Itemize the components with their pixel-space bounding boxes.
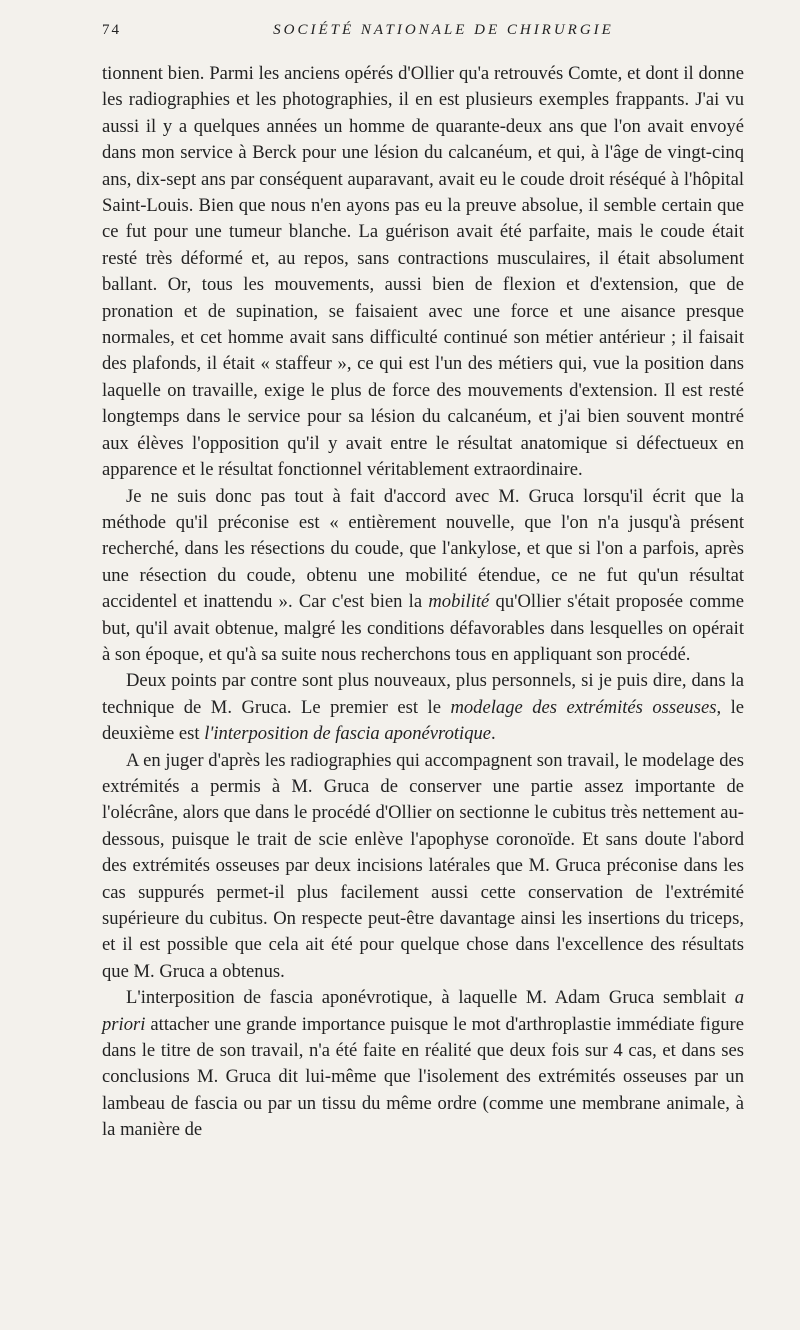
- italic-run: l'interposition de fascia aponévrotique: [204, 723, 492, 745]
- text-run: tionnent bien. Parmi les anciens opérés d'Ollier qu'a retrouvés Comte, et dont il donne les radiographies et les photographies, il en est plusieurs exemples frappants. J'ai vu aussi il y a quelques années un homme de quarante-deux ans que l'on avait envoyé dans mon service à Berck pour une lésion du calcanéum, et qui, à l'âge de vingt-cinq ans, dix-sept ans par conséquent auparavant, avait eu le coude droit réséqué à l'hôpital Saint-Louis. Bien que nous n'en ayons pas eu la preuve absolue, il semble certain que ce fut pour une tumeur blanche. La guérison avait été parfaite, mais le coude était resté très déformé et, au repos, sans contractions musculaires, il était absolument ballant. Or, tous les mouvements, aussi bien de flexion et d'extension, que de pronation et de supination, se faisaient avec une force et une aisance presque normales, et cet homme avait sans difficulté continué son métier antérieur ; il faisait des plafonds, il était « staffeur », ce qui est l'un des métiers qui, vue la position dans laquelle on travaille, exige le plus de force des mouvements d'extension. Il est resté longtemps dans le service pour sa lésion du calcanéum, et j'ai bien souvent montré aux élèves l'opposition qu'il y avait entre le résultat anatomique si défectueux en apparence et le résultat fonctionnel véritablement extraordinaire.: [102, 63, 744, 481]
- text-run: Je ne suis donc pas tout à fait d'accord avec M. Gruca lorsqu'il écrit que la méthode qu'il préconise est « entièrement nouvelle, que l'on n'a jusqu'à présent recherché, dans les résections du coude, que l'ankylose, et que si l'on a parfois, après une résection du coude, obtenu une mobilité étendue, ce ne fut qu'un résultat accidentel et inattendu ». Car c'est bien la: [102, 485, 744, 613]
- text-run: qu'Ollier s'était proposée comme but, qu'il avait obtenue, malgré les conditions défavorables dans lesquelles on opérait à son époque, et qu'à sa suite nous recherchons tous en appliquant son procédé.: [102, 591, 744, 665]
- running-title: SOCIÉTÉ NATIONALE DE CHIRURGIE: [273, 22, 614, 38]
- paragraph: [102, 985, 744, 1143]
- page-number: 74: [102, 22, 121, 38]
- text-run: Deux points par contre sont plus nouveaux, plus personnels, si je puis dire, dans la technique de M. Gruca. Le premier est le: [102, 670, 744, 718]
- paragraph: [102, 748, 744, 986]
- text-run: attacher une grande importance puisque le mot d'arthroplastie immédiate figure dans le titre de son travail, n'a été faite en réalité que deux fois sur 4 cas, et dans ses conclusions M. Gruca dit lui-même que l'isolement des extrémités osseuses par un lambeau de fascia ou par un tissu du même ordre (comme une membrane animale, à la manière de: [102, 1013, 744, 1141]
- page-header: [102, 22, 745, 46]
- italic-run: modelage des extrémités osseuses: [450, 696, 717, 718]
- text-run: , le deuxième est: [102, 696, 744, 745]
- italic-run: a priori: [102, 987, 744, 1035]
- paragraph: [102, 484, 744, 669]
- text-run: A en juger d'après les radiographies qui accompagnent son travail, le modelage des extrémités a permis à M. Gruca de conserver une partie assez importante de l'olécrâne, alors que dans le procédé d'Ollier on sectionne le cubitus très nettement au-dessous, puisque le trait de scie enlève l'apophyse coronoïde. Et sans doute l'abord des extrémités osseuses par deux incisions latérales que M. Gruca préconise dans les cas suppurés permet-il plus facilement aussi cette conservation de l'extrémité supérieure du cubitus. On respecte peut-être davantage ainsi les insertions du triceps, et il est possible que cela ait été pour quelque chose dans l'excellence des résultats que M. Gruca a obtenus.: [102, 749, 744, 982]
- body-text: [102, 61, 744, 1144]
- paragraph: [102, 668, 744, 747]
- italic-run: mobilité: [428, 591, 490, 613]
- text-run: .: [491, 723, 496, 745]
- text-run: L'interposition de fascia aponévrotique, à laquelle M. Adam Gruca semblait: [126, 987, 735, 1009]
- paragraph: [102, 61, 744, 484]
